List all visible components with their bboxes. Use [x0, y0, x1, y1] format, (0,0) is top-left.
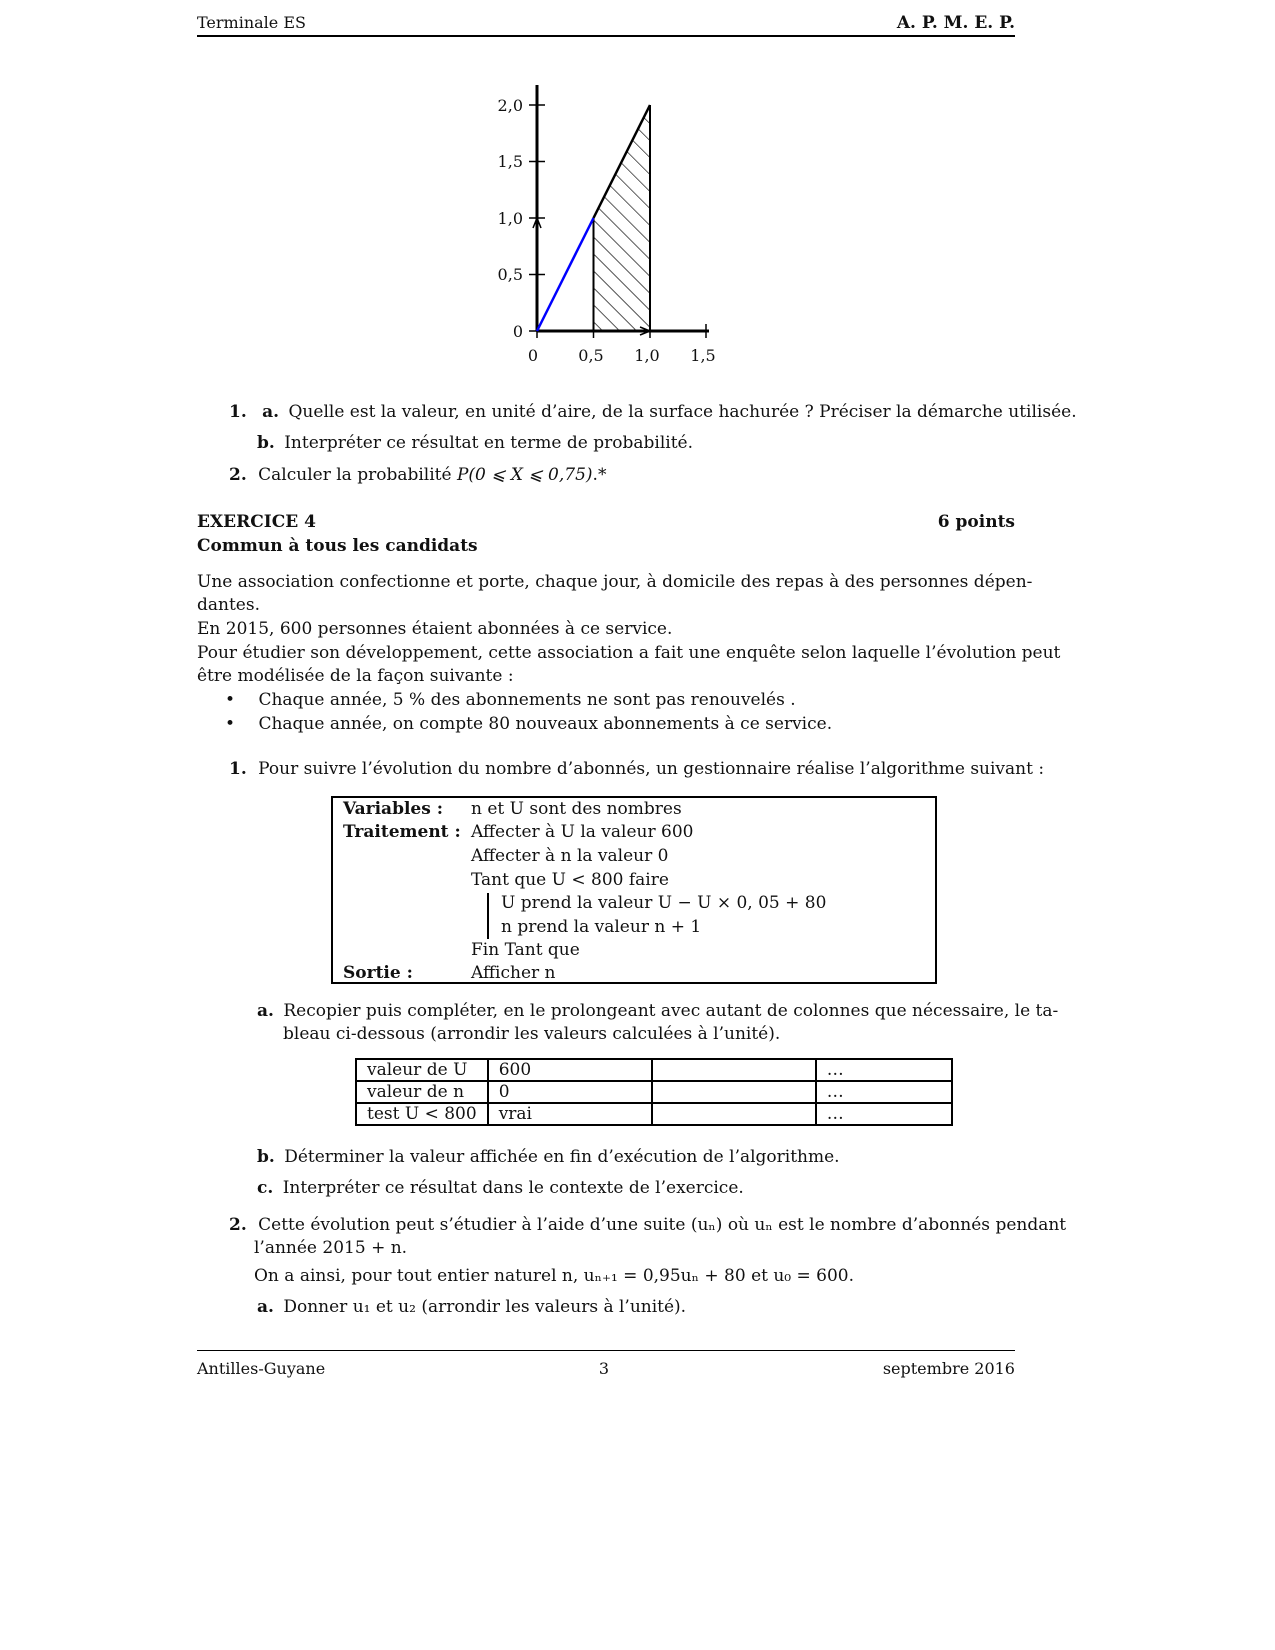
y-tick-label: 2,0: [497, 96, 523, 115]
table-cell: 600: [488, 1059, 652, 1081]
table-row: [356, 1059, 952, 1081]
table-cell: …: [816, 1081, 952, 1103]
density-chart: [487, 80, 727, 380]
table-cell: [652, 1059, 816, 1081]
algo-line-5: n prend la valeur n + 1: [501, 917, 702, 937]
algo-line-1: Affecter à U la valeur 600: [471, 822, 694, 842]
ex4-question-1: 1. Pour suivre l’évolution du nombre d’abonnés, un gestionnaire réalise l’algorithme suivant :: [229, 759, 1045, 779]
header-org: A. P. M. E. P.: [896, 13, 1015, 33]
ex3-question-2: 2. Calculer la probabilité P(0 ⩽ X ⩽ 0,75).*: [229, 465, 607, 485]
table-cell: 0: [488, 1081, 652, 1103]
hatched-area: [594, 105, 651, 331]
algo-line-4: U prend la valeur U − U × 0, 05 + 80: [501, 893, 827, 913]
y-tick-label: 1,5: [497, 152, 523, 171]
row-label: test U < 800: [356, 1103, 488, 1125]
intro-line-1: Une association confectionne et porte, chaque jour, à domicile des repas à des personnes dépen-: [197, 572, 1033, 592]
x-tick-label: 1,0: [634, 346, 660, 365]
x-tick-label: 0: [527, 346, 539, 365]
ex3-question-1a: 1. a. Quelle est la valeur, en unité d’aire, de la surface hachurée ? Préciser la démarche utilisée.: [229, 402, 1077, 422]
y-tick-label: 0: [512, 322, 523, 341]
table-row: [356, 1103, 952, 1125]
density-line-blue: [537, 218, 594, 331]
footer-location: Antilles-Guyane: [197, 1359, 326, 1378]
intro-line-4: Pour étudier son développement, cette association a fait une enquête selon laquelle l’évolution peut: [197, 643, 1061, 663]
ex4-question-2-recurrence: On a ainsi, pour tout entier naturel n, uₙ₊₁ = 0,95uₙ + 80 et u₀ = 600.: [254, 1266, 855, 1286]
intro-line-5: être modélisée de la façon suivante :: [197, 666, 514, 686]
table-cell: [652, 1081, 816, 1103]
bullet-icon: •: [225, 690, 236, 710]
bullet-item-1: • Chaque année, 5 % des abonnements ne sont pas renouvelés .: [225, 690, 796, 710]
ex4-question-1a-cont: bleau ci-dessous (arrondir les valeurs calculées à l’unité).: [283, 1024, 781, 1044]
intro-line-3: En 2015, 600 personnes étaient abonnées à ce service.: [197, 619, 673, 639]
exercise-title: EXERCICE 4: [197, 512, 316, 532]
algo-line-2: Affecter à n la valeur 0: [471, 846, 669, 866]
algo-line-3: Tant que U < 800 faire: [471, 870, 669, 890]
header-course: Terminale ES: [197, 13, 306, 32]
exercise-points: 6 points: [937, 512, 1015, 532]
ex4-question-2a: a. Donner u₁ et u₂ (arrondir les valeurs à l’unité).: [257, 1297, 687, 1317]
ex4-question-2-cont: l’année 2015 + n.: [254, 1238, 408, 1258]
row-label: valeur de U: [356, 1059, 488, 1081]
y-tick-label: 1,0: [497, 209, 523, 228]
ex4-question-1b: b. Déterminer la valeur affichée en fin d’exécution de l’algorithme.: [257, 1147, 840, 1167]
exercise-subtitle: Commun à tous les candidats: [197, 536, 478, 556]
algo-sortie-label: Sortie :: [343, 963, 413, 983]
footer-date: septembre 2016: [882, 1359, 1015, 1378]
y-tick-label: 0,5: [497, 265, 523, 284]
algo-line-6: Fin Tant que: [471, 940, 580, 960]
row-label: valeur de n: [356, 1081, 488, 1103]
page-footer: [197, 1350, 1015, 1378]
ex4-question-1a: a. Recopier puis compléter, en le prolongeant avec autant de colonnes que nécessaire, le ta-: [257, 1001, 1059, 1021]
table-cell: …: [816, 1059, 952, 1081]
table-cell: [652, 1103, 816, 1125]
loop-body-bar: [487, 893, 489, 939]
intro-line-2: dantes.: [197, 595, 260, 615]
bullet-icon: •: [225, 714, 236, 734]
ex4-question-2: 2. Cette évolution peut s’étudier à l’aide d’une suite (uₙ) où uₙ est le nombre d’abonnés pendant: [229, 1215, 1067, 1235]
table-cell: …: [816, 1103, 952, 1125]
algorithm-box: [331, 796, 937, 984]
trace-table: [355, 1058, 953, 1126]
page-header: [197, 10, 1015, 37]
ex3-question-1b: b. Interpréter ce résultat en terme de probabilité.: [257, 433, 693, 453]
page-number: 3: [598, 1359, 610, 1378]
x-tick-label: 0,5: [578, 346, 604, 365]
algo-variables-text: n et U sont des nombres: [471, 799, 682, 819]
ex4-question-1c: c. Interpréter ce résultat dans le contexte de l’exercice.: [257, 1178, 744, 1198]
x-tick-label: 1,5: [690, 346, 716, 365]
algo-traitement-label: Traitement :: [343, 822, 461, 842]
table-row: [356, 1081, 952, 1103]
algo-variables-label: Variables :: [343, 799, 443, 819]
table-cell: vrai: [488, 1103, 652, 1125]
algo-sortie-text: Afficher n: [471, 963, 556, 983]
bullet-item-2: • Chaque année, on compte 80 nouveaux abonnements à ce service.: [225, 714, 833, 734]
